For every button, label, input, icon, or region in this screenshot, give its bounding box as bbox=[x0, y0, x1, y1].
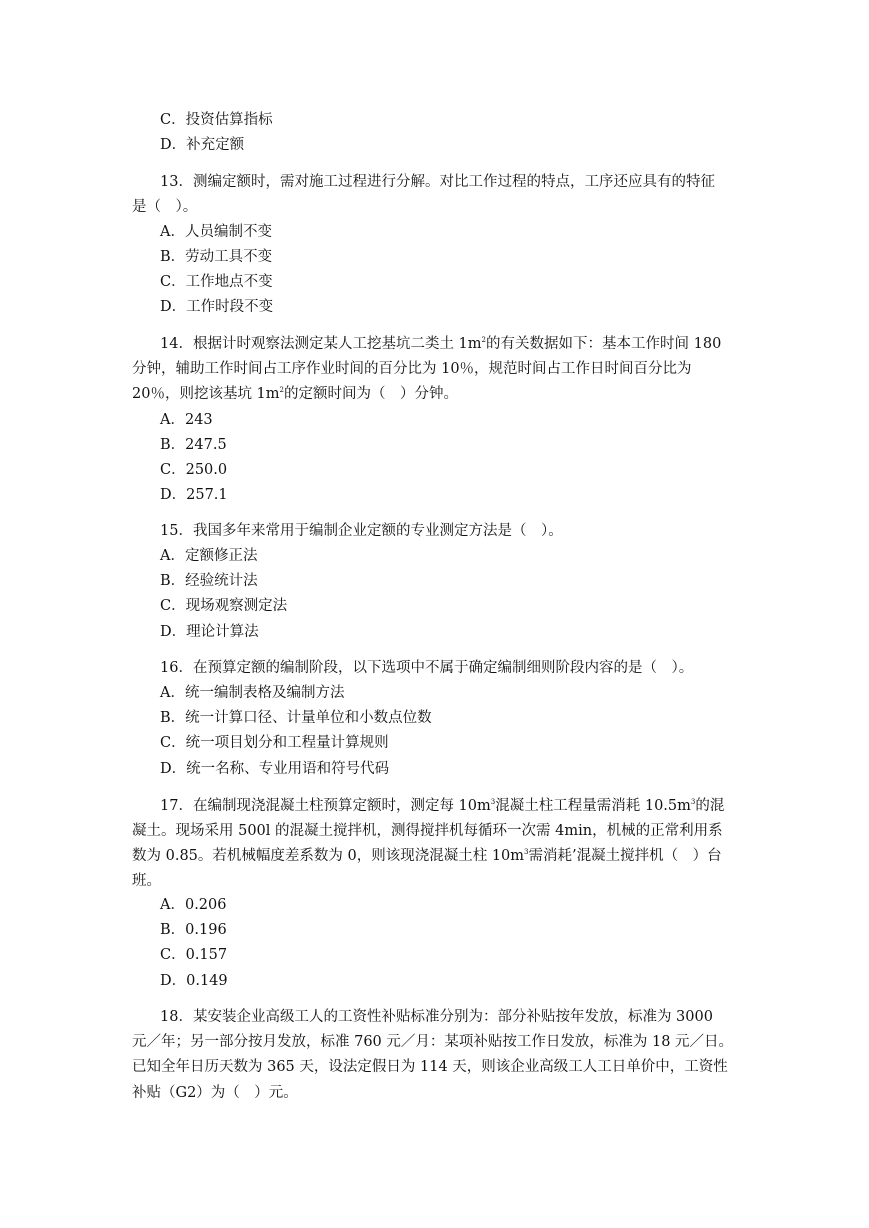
option-b: B．劳动工具不变 bbox=[160, 249, 273, 265]
option-a: A．243 bbox=[160, 412, 213, 428]
question-17-stem-cont: 班。 bbox=[132, 873, 161, 889]
question-13-stem: 13．测编定额时，需对施工过程进行分解。对比工作过程的特点，工序还应具有的特征 bbox=[160, 174, 715, 190]
option-b: B．247.5 bbox=[160, 437, 227, 453]
option-c: C．250.0 bbox=[160, 462, 228, 478]
option-c: C．0.157 bbox=[160, 947, 228, 963]
question-18-stem-cont: 元／年；另一部分按月发放，标准 760 元／月：某项补贴按工作日发放，标准为 18 元／日。 bbox=[132, 1034, 734, 1050]
question-18-stem-cont: 已知全年日历天数为 365 天，设法定假日为 114 天，则该企业高级工人工日单价中，工资性 bbox=[132, 1059, 728, 1075]
question-14-stem-cont: 20％，则挖该基坑 $1m^2$的定额时间为（ ）分钟。 bbox=[132, 386, 459, 402]
question-14-stem: 14．根据计时观察法测定某人工挖基坑二类土 $1m^2$的有关数据如下：基本工作时间 180 bbox=[160, 336, 722, 352]
option-b: B．经验统计法 bbox=[160, 573, 258, 589]
question-13-stem-cont: 是（ ）。 bbox=[132, 199, 198, 215]
option-d: D．理论计算法 bbox=[160, 624, 259, 640]
question-14-stem-cont: 分钟，辅助工作时间占工序作业时间的百分比为 10％，规范时间占工作日时间百分比为 bbox=[132, 361, 692, 377]
option-d: D．工作时段不变 bbox=[160, 299, 274, 315]
option-c: C．现场观察测定法 bbox=[160, 598, 288, 614]
option-c: C．工作地点不变 bbox=[160, 274, 273, 290]
option-c: C．投资估算指标 bbox=[160, 112, 273, 128]
question-18-stem: 18．某安装企业高级工人的工资性补贴标准分别为：部分补贴按年发放，标准为 3000 bbox=[160, 1009, 713, 1025]
question-16-stem: 16．在预算定额的编制阶段，以下选项中不属于确定编制细则阶段内容的是（ ）。 bbox=[160, 660, 694, 676]
option-b: B．统一计算口径、计量单位和小数点位数 bbox=[160, 710, 432, 726]
option-b: B．0.196 bbox=[160, 922, 227, 938]
option-d: D．257.1 bbox=[160, 487, 228, 503]
question-18-stem-cont: 补贴（G2）为（ ）元。 bbox=[132, 1085, 298, 1101]
question-15-stem: 15．我国多年来常用于编制企业定额的专业测定方法是（ ）。 bbox=[160, 523, 563, 539]
question-17-stem-cont: 凝土。现场采用 500l 的混凝土搅拌机，测得搅拌机每循环一次需 4min，机械的正常利用系 bbox=[132, 823, 723, 839]
question-17-stem: 17．在编制现浇混凝土柱预算定额时，测定每 $10m^3$混凝土柱工程量需消耗 $10.5m^3$的混 bbox=[160, 798, 725, 814]
question-17-stem-cont: 数为 0.85。若机械幅度差系数为 0，则该现浇混凝土柱 $10m^3$需消耗’混凝土搅拌机（ ）台 bbox=[132, 848, 722, 864]
option-c: C．统一项目划分和工程量计算规则 bbox=[160, 735, 389, 751]
option-a: A．统一编制表格及编制方法 bbox=[160, 685, 345, 701]
option-d: D．统一名称、专业用语和符号代码 bbox=[160, 761, 390, 777]
option-a: A．0.206 bbox=[160, 897, 227, 913]
option-a: A．人员编制不变 bbox=[160, 224, 272, 240]
option-d: D．补充定额 bbox=[160, 137, 245, 153]
option-a: A．定额修正法 bbox=[160, 548, 258, 564]
option-d: D．0.149 bbox=[160, 973, 228, 989]
